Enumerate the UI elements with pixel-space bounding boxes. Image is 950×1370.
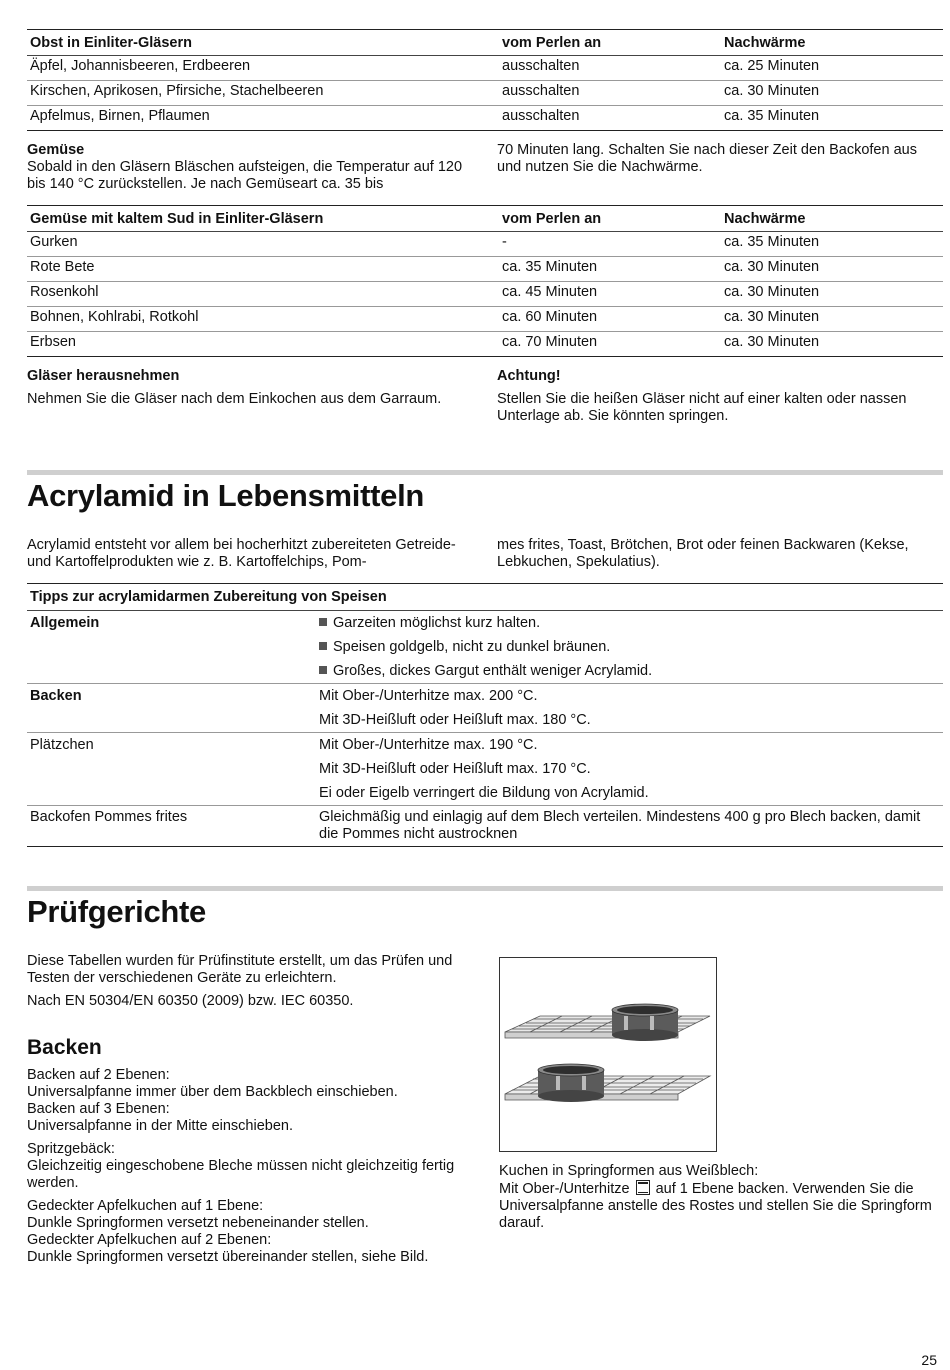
fruit-table — [27, 29, 943, 131]
table-cell: Erbsen — [27, 332, 499, 357]
pruef-heading: Prüfgerichte — [27, 894, 206, 929]
table-row — [27, 282, 943, 307]
table-cell: Gurken — [27, 232, 499, 257]
top-bottom-heat-icon — [636, 1180, 650, 1195]
column-header: Obst in Einliter-Gläsern — [27, 30, 499, 56]
vegetable-table — [27, 205, 943, 357]
list-item — [319, 659, 940, 683]
plaetzchen-label: Plätzchen — [30, 737, 94, 753]
text-line: Universalpfanne immer über dem Backblech einschieben. — [27, 1084, 398, 1100]
bullet-text: Speisen goldgelb, nicht zu dunkel bräunen. — [333, 639, 611, 655]
caption-body — [499, 1180, 943, 1232]
achtung-note — [497, 368, 943, 425]
backen-heading: Backen — [27, 1036, 102, 1059]
table-row — [27, 684, 943, 733]
text-line: Backen auf 3 Ebenen: — [27, 1101, 170, 1117]
gemuese-left — [27, 142, 473, 193]
acrylamid-text-left: Acrylamid entsteht vor allem bei hocherhitzt zubereiteten Getreide- und Kartoffelprodukten wie z. B. Kartoffelchips, Pom- — [27, 537, 456, 570]
table-cell: ca. 30 Minuten — [721, 257, 943, 282]
allgemein-label: Allgemein — [30, 615, 100, 631]
column-header: Nachwärme — [721, 30, 943, 56]
pruef-intro — [27, 953, 475, 1010]
gemuese-text-right: 70 Minuten lang. Schalten Sie nach dieser Zeit den Backofen aus und nutzen Sie die Nachwärme. — [497, 142, 917, 175]
table-cell: ca. 30 Minuten — [721, 282, 943, 307]
table-cell: ca. 35 Minuten — [721, 232, 943, 257]
achtung-text: Stellen Sie die heißen Gläser nicht auf einer kalten oder nassen Unterlage ab. Sie könnten springen. — [497, 391, 907, 424]
table-cell: ausschalten — [499, 56, 721, 81]
table-cell — [316, 611, 943, 684]
text-line: Backen auf 2 Ebenen: — [27, 1067, 170, 1083]
glaeser-title: Gläser herausnehmen — [27, 368, 180, 384]
table-cell — [316, 733, 943, 806]
paragraph — [27, 1067, 475, 1135]
row-label — [27, 684, 316, 733]
list-item — [319, 635, 940, 659]
bullet-icon — [319, 618, 327, 626]
row-label — [27, 806, 316, 847]
backen-instructions — [27, 1067, 475, 1266]
page — [27, 0, 943, 1370]
bullet-text: Großes, dickes Gargut enthält weniger Acrylamid. — [333, 663, 653, 679]
gemuese-label: Gemüse — [27, 142, 85, 158]
table-row — [27, 806, 943, 847]
tip-line: Mit Ober-/Unterhitze max. 200 °C. — [319, 688, 538, 704]
table-row — [27, 56, 943, 81]
table-cell: ca. 70 Minuten — [499, 332, 721, 357]
text-line: Gleichzeitig eingeschobene Bleche müssen nicht gleichzeitig fertig werden. — [27, 1158, 455, 1191]
text-line: Dunkle Springformen versetzt übereinander stellen, siehe Bild. — [27, 1249, 429, 1265]
tip-text: Gleichmäßig und einlagig auf dem Blech verteilen. Mindestens 400 g pro Blech backen, damit die Pommes nicht austrocknen — [319, 809, 921, 842]
table-cell: ca. 30 Minuten — [721, 81, 943, 106]
paragraph — [27, 1198, 475, 1266]
table-cell: ca. 35 Minuten — [721, 106, 943, 131]
table-cell: ausschalten — [499, 106, 721, 131]
jar-notes — [27, 368, 943, 425]
springform-illustration — [499, 957, 717, 1152]
table-cell: Kirschen, Aprikosen, Pfirsiche, Stachelbeeren — [27, 81, 499, 106]
section-divider — [27, 886, 943, 891]
table-row — [27, 733, 943, 806]
lower-rack — [505, 1076, 710, 1100]
column-header: Gemüse mit kaltem Sud in Einliter-Gläsern — [27, 206, 499, 232]
caption-text-pre: Mit Ober-/Unterhitze — [499, 1181, 630, 1197]
tip-line: Mit 3D-Heißluft oder Heißluft max. 180 °C. — [319, 712, 591, 728]
lower-springform — [538, 1064, 604, 1102]
list-item — [319, 611, 940, 635]
oven-racks-image — [500, 958, 716, 1151]
text-line: Gedeckter Apfelkuchen auf 1 Ebene: — [27, 1198, 264, 1214]
page-number: 25 — [921, 1352, 937, 1368]
table-cell: Äpfel, Johannisbeeren, Erdbeeren — [27, 56, 499, 81]
table-cell: ca. 45 Minuten — [499, 282, 721, 307]
row-label — [27, 733, 316, 806]
glaeser-text: Nehmen Sie die Gläser nach dem Einkochen aus dem Garraum. — [27, 391, 442, 407]
pruef-norm-text: Nach EN 50304/EN 60350 (2009) bzw. IEC 60350. — [27, 993, 354, 1009]
column-header: vom Perlen an — [499, 206, 721, 232]
table-row — [27, 611, 943, 684]
table-cell: - — [499, 232, 721, 257]
pruef-intro-text: Diese Tabellen wurden für Prüfinstitute erstellt, um das Prüfen und Testen der verschiedenen Geräte zu erleichtern. — [27, 953, 453, 986]
gemuese-text-left: Sobald in den Gläsern Bläschen aufsteigen, die Temperatur auf 120 bis 140 °C zurückstellen. Je nach Gemüseart ca. 35 bis — [27, 159, 463, 192]
upper-springform — [612, 1004, 678, 1041]
backen-label: Backen — [30, 688, 82, 704]
acrylamid-tips-table — [27, 583, 943, 847]
table-cell: ausschalten — [499, 81, 721, 106]
section-divider — [27, 470, 943, 475]
acrylamid-text-right: mes frites, Toast, Brötchen, Brot oder feinen Backwaren (Kekse, Lebkuchen, Spekulatius). — [497, 537, 909, 570]
table-cell: ca. 25 Minuten — [721, 56, 943, 81]
pommes-label: Backofen Pommes frites — [30, 809, 188, 825]
table-header-row — [27, 30, 943, 56]
table-row — [27, 332, 943, 357]
tip-line: Mit Ober-/Unterhitze max. 190 °C. — [319, 737, 538, 753]
table-header-row — [27, 206, 943, 232]
achtung-title: Achtung! — [497, 368, 561, 384]
table-row — [27, 257, 943, 282]
tips-header: Tipps zur acrylamidarmen Zubereitung von Speisen — [27, 584, 943, 611]
table-cell: Bohnen, Kohlrabi, Rotkohl — [27, 307, 499, 332]
text-line: Universalpfanne in der Mitte einschieben. — [27, 1118, 293, 1134]
illustration-caption — [499, 1163, 943, 1232]
table-header-row — [27, 584, 943, 611]
column-header: vom Perlen an — [499, 30, 721, 56]
text-line: Spritzgebäck: — [27, 1141, 115, 1157]
table-row — [27, 232, 943, 257]
table-cell: ca. 35 Minuten — [499, 257, 721, 282]
column-header: Nachwärme — [721, 206, 943, 232]
table-row — [27, 307, 943, 332]
table-cell: Rosenkohl — [27, 282, 499, 307]
caption-text-post: auf 1 Ebene backen. Verwenden Sie die Universalpfanne anstelle des Rostes und stellen Sie die Springform darauf. — [499, 1181, 932, 1231]
acrylamid-heading: Acrylamid in Lebensmitteln — [27, 478, 425, 513]
table-cell: ca. 30 Minuten — [721, 332, 943, 357]
tip-line: Mit 3D-Heißluft oder Heißluft max. 170 °C. — [319, 761, 591, 777]
gemuese-section — [27, 142, 943, 193]
table-row — [27, 106, 943, 131]
bullet-text: Garzeiten möglichst kurz halten. — [333, 615, 541, 631]
table-cell: Rote Bete — [27, 257, 499, 282]
paragraph — [27, 1141, 475, 1192]
table-cell: ca. 30 Minuten — [721, 307, 943, 332]
row-label — [27, 611, 316, 684]
glaeser-note — [27, 368, 473, 425]
text-line: Dunkle Springformen versetzt nebeneinander stellen. — [27, 1215, 369, 1231]
table-cell — [316, 684, 943, 733]
bullet-icon — [319, 642, 327, 650]
table-cell: ca. 60 Minuten — [499, 307, 721, 332]
tip-line: Ei oder Eigelb verringert die Bildung von Acrylamid. — [319, 785, 649, 801]
bullet-icon — [319, 666, 327, 674]
caption-title: Kuchen in Springformen aus Weißblech: — [499, 1163, 759, 1179]
upper-rack — [505, 1016, 710, 1038]
table-row — [27, 81, 943, 106]
acrylamid-intro — [27, 537, 943, 571]
table-cell — [316, 806, 943, 847]
table-cell: Apfelmus, Birnen, Pflaumen — [27, 106, 499, 131]
text-line: Gedeckter Apfelkuchen auf 2 Ebenen: — [27, 1232, 272, 1248]
